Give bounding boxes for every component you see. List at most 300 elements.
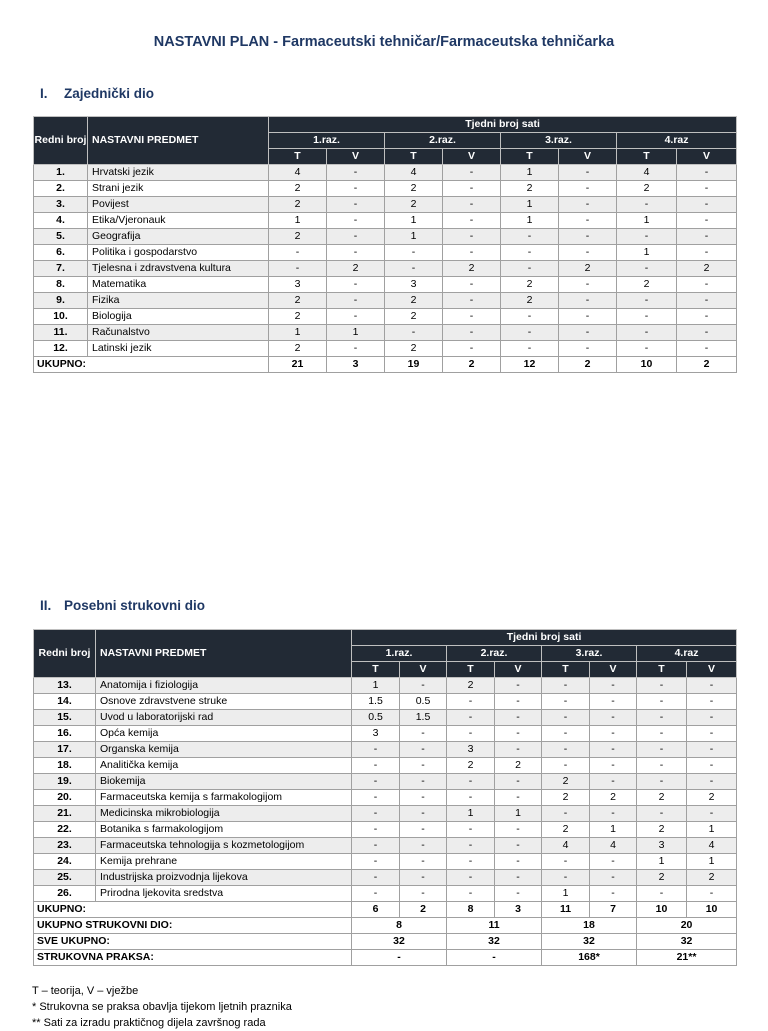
subject-name: Opća kemija — [96, 726, 352, 742]
table-row — [34, 309, 737, 325]
header-v: V — [327, 149, 385, 165]
hours-cell: 3 — [637, 838, 687, 854]
hours-cell: - — [400, 726, 447, 742]
hours-cell: - — [443, 197, 501, 213]
total-cell: 2 — [443, 357, 501, 373]
row-number: 7. — [34, 261, 88, 277]
hours-cell: 2 — [269, 341, 327, 357]
hours-cell: - — [495, 870, 542, 886]
hours-cell: - — [617, 325, 677, 341]
hours-cell: 3 — [269, 277, 327, 293]
hours-cell: - — [443, 293, 501, 309]
row-number: 10. — [34, 309, 88, 325]
hours-cell: 2 — [617, 181, 677, 197]
header-year: 1.raz. — [352, 646, 447, 662]
hours-cell: 4 — [269, 165, 327, 181]
hours-cell: 1.5 — [352, 694, 400, 710]
table-row — [34, 181, 737, 197]
subject-name: Uvod u laboratorijski rad — [96, 710, 352, 726]
hours-cell: 2 — [443, 261, 501, 277]
hours-cell: - — [637, 806, 687, 822]
hours-cell: 2 — [501, 293, 559, 309]
hours-cell: 1 — [352, 678, 400, 694]
section-number: I. — [40, 86, 48, 101]
hours-cell: - — [447, 854, 495, 870]
subject-name: Povijest — [88, 197, 269, 213]
hours-cell: - — [352, 854, 400, 870]
header-v: V — [590, 662, 637, 678]
table-row — [34, 694, 737, 710]
hours-cell: 1 — [269, 213, 327, 229]
section-title: Posebni strukovni dio — [64, 598, 206, 613]
hours-cell: 2 — [501, 277, 559, 293]
row-number: 14. — [34, 694, 96, 710]
hours-cell: - — [677, 309, 737, 325]
hours-cell: 1 — [501, 165, 559, 181]
hours-cell: 2 — [269, 309, 327, 325]
subject-name: Biokemija — [96, 774, 352, 790]
section-1-heading — [40, 86, 154, 101]
hours-cell: - — [677, 181, 737, 197]
hours-cell: - — [677, 197, 737, 213]
table-row — [34, 822, 737, 838]
table-row — [34, 742, 737, 758]
summary-label: STRUKOVNA PRAKSA: — [34, 950, 352, 966]
hours-cell: - — [501, 325, 559, 341]
hours-cell: 2 — [542, 822, 590, 838]
hours-cell: - — [443, 181, 501, 197]
hours-cell: - — [677, 229, 737, 245]
hours-cell: 4 — [542, 838, 590, 854]
row-number: 1. — [34, 165, 88, 181]
subject-name: Medicinska mikrobiologija — [96, 806, 352, 822]
hours-cell: - — [637, 710, 687, 726]
header-tjedni-broj-sati: Tjedni broj sati — [352, 630, 737, 646]
header-year: 4.raz — [637, 646, 737, 662]
total-cell: 3 — [327, 357, 385, 373]
row-number: 20. — [34, 790, 96, 806]
footnote: ** Sati za izradu praktičnog dijela završnog rada — [32, 1017, 266, 1029]
total-cell: 6 — [352, 902, 400, 918]
section-2-heading — [40, 598, 205, 613]
hours-cell: 1 — [637, 854, 687, 870]
hours-cell: - — [352, 806, 400, 822]
total-cell: 12 — [501, 357, 559, 373]
hours-cell: - — [559, 197, 617, 213]
table-row — [34, 886, 737, 902]
hours-cell: 2 — [385, 181, 443, 197]
hours-cell: 1 — [617, 245, 677, 261]
summary-cell: - — [447, 950, 542, 966]
hours-cell: - — [400, 822, 447, 838]
hours-cell: 2 — [385, 293, 443, 309]
hours-cell: - — [559, 213, 617, 229]
hours-cell: 1 — [501, 213, 559, 229]
subject-name: Kemija prehrane — [96, 854, 352, 870]
table-row — [34, 854, 737, 870]
total-cell: 10 — [617, 357, 677, 373]
hours-cell: - — [542, 742, 590, 758]
header-year: 2.raz. — [385, 133, 501, 149]
hours-cell: - — [677, 213, 737, 229]
hours-cell: - — [269, 261, 327, 277]
table-row — [34, 758, 737, 774]
total-label: UKUPNO: — [34, 357, 269, 373]
hours-cell: 1 — [269, 325, 327, 341]
header-year: 3.raz. — [501, 133, 617, 149]
summary-row — [34, 950, 737, 966]
hours-cell: 1 — [385, 229, 443, 245]
hours-cell: 1 — [687, 822, 737, 838]
hours-cell: - — [447, 726, 495, 742]
hours-cell: 2 — [447, 678, 495, 694]
hours-cell: - — [637, 678, 687, 694]
hours-cell: - — [501, 261, 559, 277]
summary-row — [34, 918, 737, 934]
header-year: 2.raz. — [447, 646, 542, 662]
row-number: 24. — [34, 854, 96, 870]
subject-name: Latinski jezik — [88, 341, 269, 357]
page-title: NASTAVNI PLAN - Farmaceutski tehničar/Farmaceutska tehničarka — [153, 34, 615, 50]
header-t: T — [385, 149, 443, 165]
hours-cell: - — [590, 854, 637, 870]
header-v: V — [677, 149, 737, 165]
summary-cell: 18 — [542, 918, 637, 934]
row-number: 26. — [34, 886, 96, 902]
hours-cell: 2 — [559, 261, 617, 277]
row-number: 13. — [34, 678, 96, 694]
header-predmet: NASTAVNI PREDMET — [88, 117, 269, 165]
hours-cell: - — [501, 229, 559, 245]
header-redni-broj: Redni broj — [34, 630, 96, 678]
header-v: V — [400, 662, 447, 678]
hours-cell: - — [327, 181, 385, 197]
hours-cell: 2 — [385, 341, 443, 357]
hours-cell: - — [447, 838, 495, 854]
hours-cell: - — [637, 694, 687, 710]
hours-cell: - — [327, 245, 385, 261]
table-row — [34, 229, 737, 245]
hours-cell: - — [447, 694, 495, 710]
hours-cell: 2 — [501, 181, 559, 197]
header-redni-broj: Redni broj — [34, 117, 88, 165]
hours-cell: - — [501, 245, 559, 261]
total-cell: 19 — [385, 357, 443, 373]
table-row — [34, 293, 737, 309]
table-zajednicki — [33, 116, 737, 373]
subject-name: Botanika s farmakologijom — [96, 822, 352, 838]
summary-cell: 32 — [637, 934, 737, 950]
row-number: 15. — [34, 710, 96, 726]
hours-cell: - — [590, 758, 637, 774]
table-row — [34, 678, 737, 694]
hours-cell: - — [559, 229, 617, 245]
hours-cell: - — [559, 309, 617, 325]
hours-cell: - — [687, 678, 737, 694]
hours-cell: - — [443, 309, 501, 325]
hours-cell: - — [400, 854, 447, 870]
hours-cell: - — [443, 165, 501, 181]
summary-cell: 20 — [637, 918, 737, 934]
hours-cell: 2 — [269, 197, 327, 213]
row-number: 22. — [34, 822, 96, 838]
table-row — [34, 726, 737, 742]
total-row — [34, 357, 737, 373]
hours-cell: - — [400, 678, 447, 694]
table-row — [34, 774, 737, 790]
table-row — [34, 790, 737, 806]
hours-cell: - — [687, 758, 737, 774]
section-number: II. — [40, 598, 52, 613]
hours-cell: - — [590, 726, 637, 742]
hours-cell: - — [559, 325, 617, 341]
summary-cell: 168* — [542, 950, 637, 966]
hours-cell: - — [687, 742, 737, 758]
subject-name: Etika/Vjeronauk — [88, 213, 269, 229]
summary-cell: 21** — [637, 950, 737, 966]
subject-name: Fizika — [88, 293, 269, 309]
table-row — [34, 213, 737, 229]
total-cell: 2 — [677, 357, 737, 373]
hours-cell: - — [501, 341, 559, 357]
header-t: T — [269, 149, 327, 165]
subject-name: Hrvatski jezik — [88, 165, 269, 181]
row-number: 2. — [34, 181, 88, 197]
summary-row — [34, 934, 737, 950]
hours-cell: - — [590, 774, 637, 790]
footnote: * Strukovna se praksa obavlja tijekom ljetnih praznika — [32, 1001, 292, 1013]
hours-cell: 2 — [637, 822, 687, 838]
table-strukovni — [33, 629, 737, 966]
hours-cell: - — [637, 742, 687, 758]
total-row — [34, 902, 737, 918]
hours-cell: - — [327, 197, 385, 213]
hours-cell: - — [400, 790, 447, 806]
subject-name: Geografija — [88, 229, 269, 245]
hours-cell: - — [617, 197, 677, 213]
footnote: T – teorija, V – vježbe — [32, 985, 139, 997]
hours-cell: 2 — [269, 229, 327, 245]
section-title: Zajednički dio — [64, 86, 155, 101]
row-number: 11. — [34, 325, 88, 341]
hours-cell: 1 — [327, 325, 385, 341]
header-year: 4.raz — [617, 133, 737, 149]
hours-cell: - — [495, 886, 542, 902]
total-cell: 11 — [542, 902, 590, 918]
table-row — [34, 245, 737, 261]
hours-cell: - — [559, 181, 617, 197]
hours-cell: - — [495, 854, 542, 870]
header-v: V — [495, 662, 542, 678]
subject-name: Strani jezik — [88, 181, 269, 197]
hours-cell: 2 — [677, 261, 737, 277]
hours-cell: - — [677, 293, 737, 309]
hours-cell: 3 — [352, 726, 400, 742]
hours-cell: - — [385, 245, 443, 261]
hours-cell: - — [687, 774, 737, 790]
summary-label: UKUPNO STRUKOVNI DIO: — [34, 918, 352, 934]
subject-name: Osnove zdravstvene struke — [96, 694, 352, 710]
hours-cell: - — [327, 165, 385, 181]
hours-cell: - — [542, 870, 590, 886]
hours-cell: - — [443, 245, 501, 261]
header-predmet: NASTAVNI PREDMET — [96, 630, 352, 678]
hours-cell: - — [495, 710, 542, 726]
header-t: T — [352, 662, 400, 678]
hours-cell: - — [617, 261, 677, 277]
hours-cell: - — [400, 758, 447, 774]
hours-cell: 2 — [447, 758, 495, 774]
hours-cell: 1 — [542, 886, 590, 902]
table-row — [34, 261, 737, 277]
hours-cell: - — [542, 726, 590, 742]
hours-cell: - — [617, 309, 677, 325]
hours-cell: 2 — [327, 261, 385, 277]
hours-cell: 0.5 — [400, 694, 447, 710]
total-cell: 10 — [687, 902, 737, 918]
hours-cell: - — [327, 341, 385, 357]
summary-cell: 32 — [352, 934, 447, 950]
hours-cell: - — [677, 245, 737, 261]
hours-cell: - — [559, 165, 617, 181]
hours-cell: - — [447, 790, 495, 806]
hours-cell: - — [443, 341, 501, 357]
subject-name: Organska kemija — [96, 742, 352, 758]
subject-name: Industrijska proizvodnja lijekova — [96, 870, 352, 886]
subject-name: Biologija — [88, 309, 269, 325]
header-year: 3.raz. — [542, 646, 637, 662]
summary-cell: - — [352, 950, 447, 966]
hours-cell: - — [590, 742, 637, 758]
hours-cell: - — [677, 325, 737, 341]
table-row — [34, 197, 737, 213]
hours-cell: 1 — [447, 806, 495, 822]
hours-cell: - — [495, 774, 542, 790]
hours-cell: - — [400, 838, 447, 854]
hours-cell: - — [637, 758, 687, 774]
hours-cell: - — [542, 694, 590, 710]
subject-name: Prirodna ljekovita sredstva — [96, 886, 352, 902]
row-number: 12. — [34, 341, 88, 357]
subject-name: Računalstvo — [88, 325, 269, 341]
hours-cell: - — [617, 229, 677, 245]
subject-name: Politika i gospodarstvo — [88, 245, 269, 261]
hours-cell: - — [352, 870, 400, 886]
hours-cell: - — [637, 726, 687, 742]
hours-cell: 2 — [687, 870, 737, 886]
hours-cell: 4 — [617, 165, 677, 181]
hours-cell: 1.5 — [400, 710, 447, 726]
total-cell: 21 — [269, 357, 327, 373]
hours-cell: - — [637, 774, 687, 790]
hours-cell: - — [590, 694, 637, 710]
hours-cell: - — [352, 790, 400, 806]
header-v: V — [559, 149, 617, 165]
hours-cell: - — [637, 886, 687, 902]
hours-cell: 2 — [687, 790, 737, 806]
hours-cell: - — [542, 710, 590, 726]
hours-cell: 4 — [590, 838, 637, 854]
hours-cell: 2 — [385, 309, 443, 325]
hours-cell: - — [443, 325, 501, 341]
hours-cell: 2 — [542, 774, 590, 790]
subject-name: Anatomija i fiziologija — [96, 678, 352, 694]
subject-name: Farmaceutska tehnologija s kozmetologijom — [96, 838, 352, 854]
hours-cell: - — [327, 293, 385, 309]
hours-cell: 2 — [385, 197, 443, 213]
hours-cell: - — [443, 277, 501, 293]
header-t: T — [637, 662, 687, 678]
hours-cell: - — [617, 293, 677, 309]
hours-cell: - — [559, 277, 617, 293]
row-number: 18. — [34, 758, 96, 774]
hours-cell: - — [447, 822, 495, 838]
hours-cell: - — [677, 277, 737, 293]
hours-cell: - — [400, 886, 447, 902]
hours-cell: - — [400, 806, 447, 822]
hours-cell: - — [495, 678, 542, 694]
hours-cell: - — [590, 678, 637, 694]
hours-cell: 1 — [495, 806, 542, 822]
hours-cell: - — [447, 774, 495, 790]
table-row — [34, 341, 737, 357]
summary-cell: 8 — [352, 918, 447, 934]
hours-cell: - — [327, 229, 385, 245]
hours-cell: - — [352, 774, 400, 790]
header-tjedni-broj-sati: Tjedni broj sati — [269, 117, 737, 133]
summary-label: SVE UKUPNO: — [34, 934, 352, 950]
hours-cell: - — [687, 806, 737, 822]
hours-cell: - — [400, 742, 447, 758]
hours-cell: 2 — [542, 790, 590, 806]
hours-cell: 4 — [385, 165, 443, 181]
hours-cell: - — [590, 806, 637, 822]
row-number: 4. — [34, 213, 88, 229]
total-cell: 8 — [447, 902, 495, 918]
row-number: 17. — [34, 742, 96, 758]
row-number: 16. — [34, 726, 96, 742]
hours-cell: - — [443, 213, 501, 229]
hours-cell: 1 — [385, 213, 443, 229]
hours-cell: - — [687, 726, 737, 742]
hours-cell: - — [352, 822, 400, 838]
hours-cell: 2 — [495, 758, 542, 774]
hours-cell: - — [495, 822, 542, 838]
total-label: UKUPNO: — [34, 902, 352, 918]
hours-cell: - — [352, 742, 400, 758]
hours-cell: - — [495, 694, 542, 710]
total-cell: 3 — [495, 902, 542, 918]
hours-cell: - — [590, 870, 637, 886]
hours-cell: - — [495, 742, 542, 758]
total-cell: 7 — [590, 902, 637, 918]
subject-name: Matematika — [88, 277, 269, 293]
header-v: V — [687, 662, 737, 678]
hours-cell: - — [617, 341, 677, 357]
hours-cell: 3 — [447, 742, 495, 758]
hours-cell: - — [447, 870, 495, 886]
row-number: 3. — [34, 197, 88, 213]
hours-cell: - — [495, 790, 542, 806]
hours-cell: - — [447, 710, 495, 726]
hours-cell: - — [501, 309, 559, 325]
header-t: T — [447, 662, 495, 678]
header-year: 1.raz. — [269, 133, 385, 149]
hours-cell: 0.5 — [352, 710, 400, 726]
hours-cell: 1 — [617, 213, 677, 229]
hours-cell: 2 — [637, 790, 687, 806]
summary-cell: 32 — [542, 934, 637, 950]
